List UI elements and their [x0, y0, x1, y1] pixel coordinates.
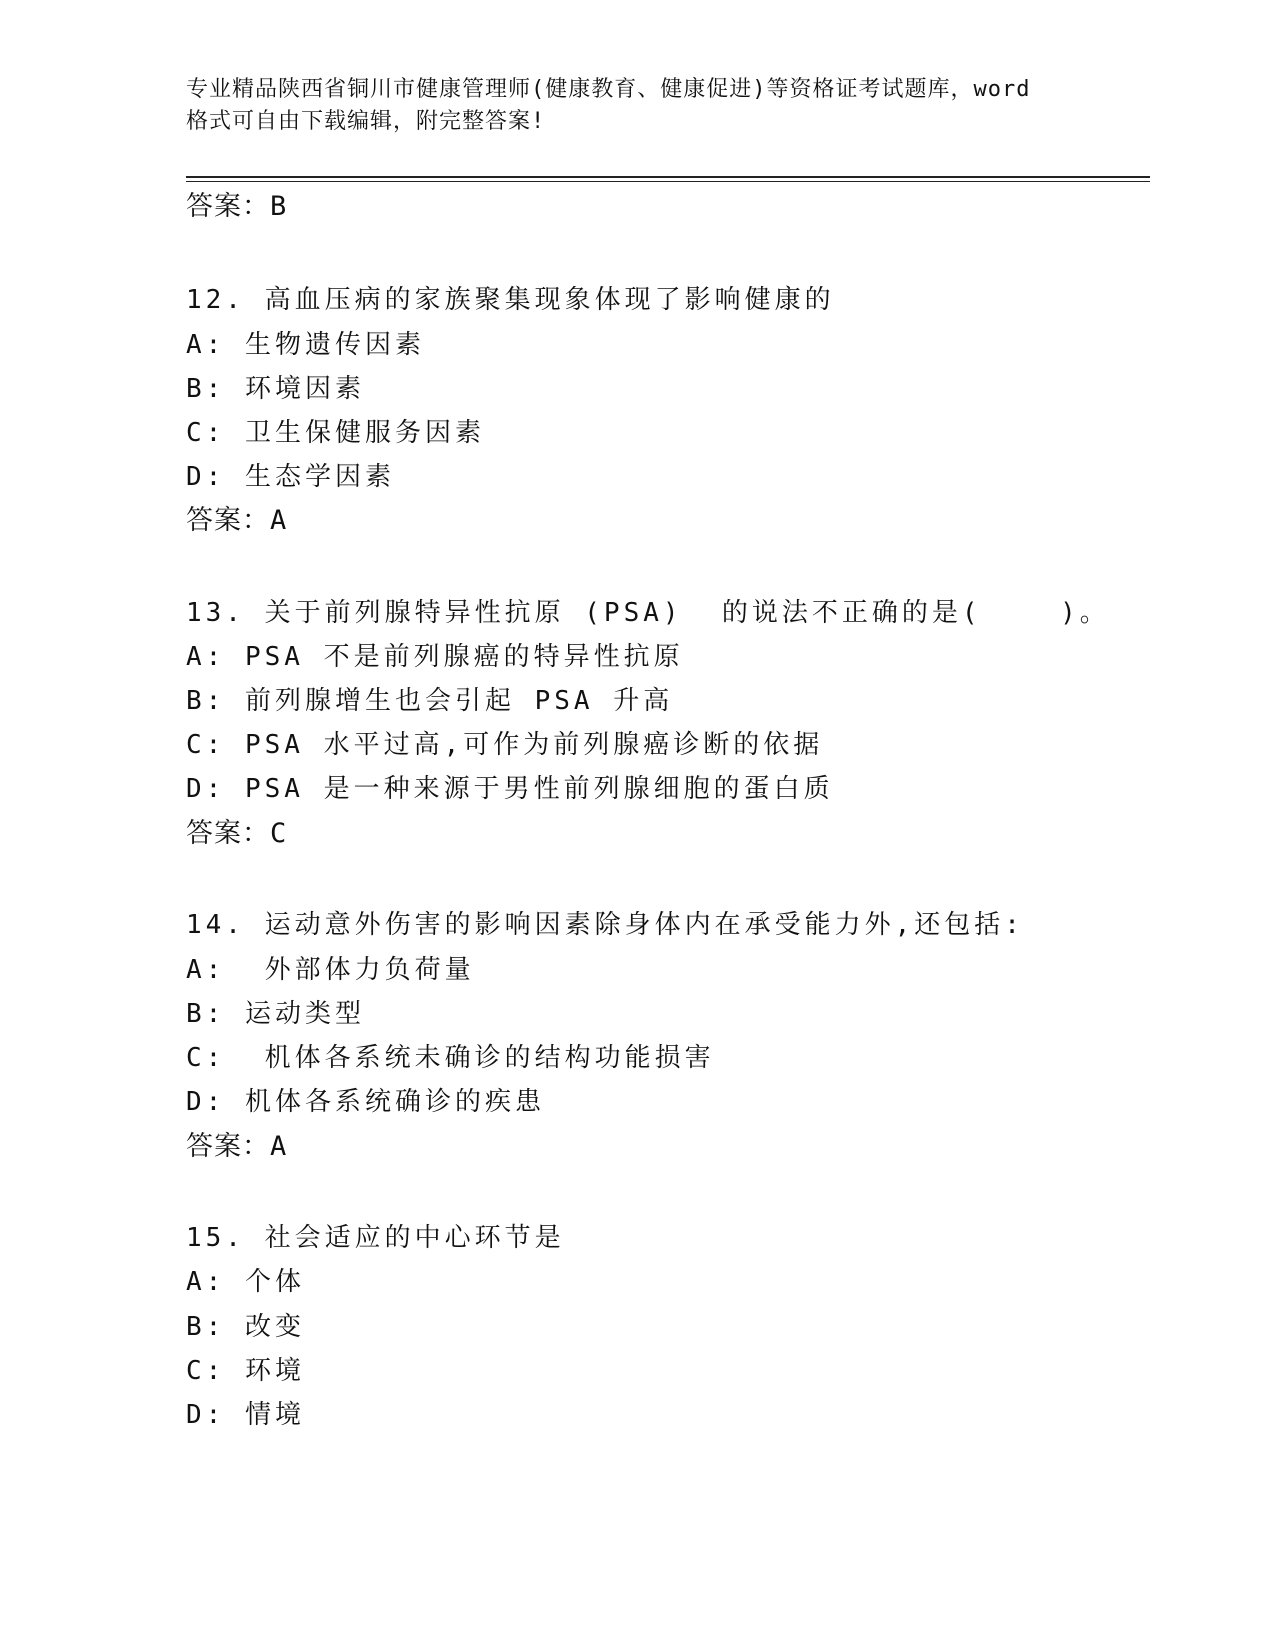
- header-divider-thick: [186, 176, 1150, 178]
- question-stem: 14. 运动意外伤害的影响因素除身体内在承受能力外,还包括:: [186, 910, 1024, 940]
- answer-line: 答案：C: [186, 818, 288, 849]
- option-c: C: PSA 水平过高,可作为前列腺癌诊断的依据: [186, 730, 824, 760]
- option-a: A: PSA 不是前列腺癌的特异性抗原: [186, 642, 684, 672]
- option-a: A: 个体: [186, 1267, 305, 1297]
- header-line-2: 格式可自由下载编辑，附完整答案!: [186, 109, 546, 134]
- question-stem: 12. 高血压病的家族聚集现象体现了影响健康的: [186, 285, 835, 315]
- option-d: D: 机体各系统确诊的疾患: [186, 1087, 545, 1117]
- option-d: D: 生态学因素: [186, 462, 395, 492]
- option-b: B: 环境因素: [186, 374, 365, 404]
- option-c: C: 机体各系统未确诊的结构功能损害: [186, 1043, 715, 1073]
- question-stem: 15. 社会适应的中心环节是: [186, 1223, 565, 1253]
- option-c: C: 环境: [186, 1356, 305, 1386]
- question-stem: 13. 关于前列腺特异性抗原 (PSA) 的说法不正确的是( )。: [186, 598, 1110, 628]
- answer-line: 答案：A: [186, 505, 288, 536]
- header-divider-thin: [186, 181, 1150, 182]
- option-b: B: 改变: [186, 1312, 305, 1342]
- option-d: D: PSA 是一种来源于男性前列腺细胞的蛋白质: [186, 774, 834, 804]
- document-header: [186, 74, 1086, 138]
- option-c: C: 卫生保健服务因素: [186, 418, 485, 448]
- answer-line: 答案：A: [186, 1131, 288, 1162]
- header-line-1: 专业精品陕西省铜川市健康管理师(健康教育、健康促进)等资格证考试题库，word: [186, 77, 1031, 102]
- option-b: B: 运动类型: [186, 999, 365, 1029]
- option-d: D: 情境: [186, 1400, 305, 1430]
- answer-line: 答案：B: [186, 191, 288, 222]
- option-a: A: 外部体力负荷量: [186, 955, 475, 985]
- option-a: A: 生物遗传因素: [186, 330, 425, 360]
- option-b: B: 前列腺增生也会引起 PSA 升高: [186, 686, 674, 716]
